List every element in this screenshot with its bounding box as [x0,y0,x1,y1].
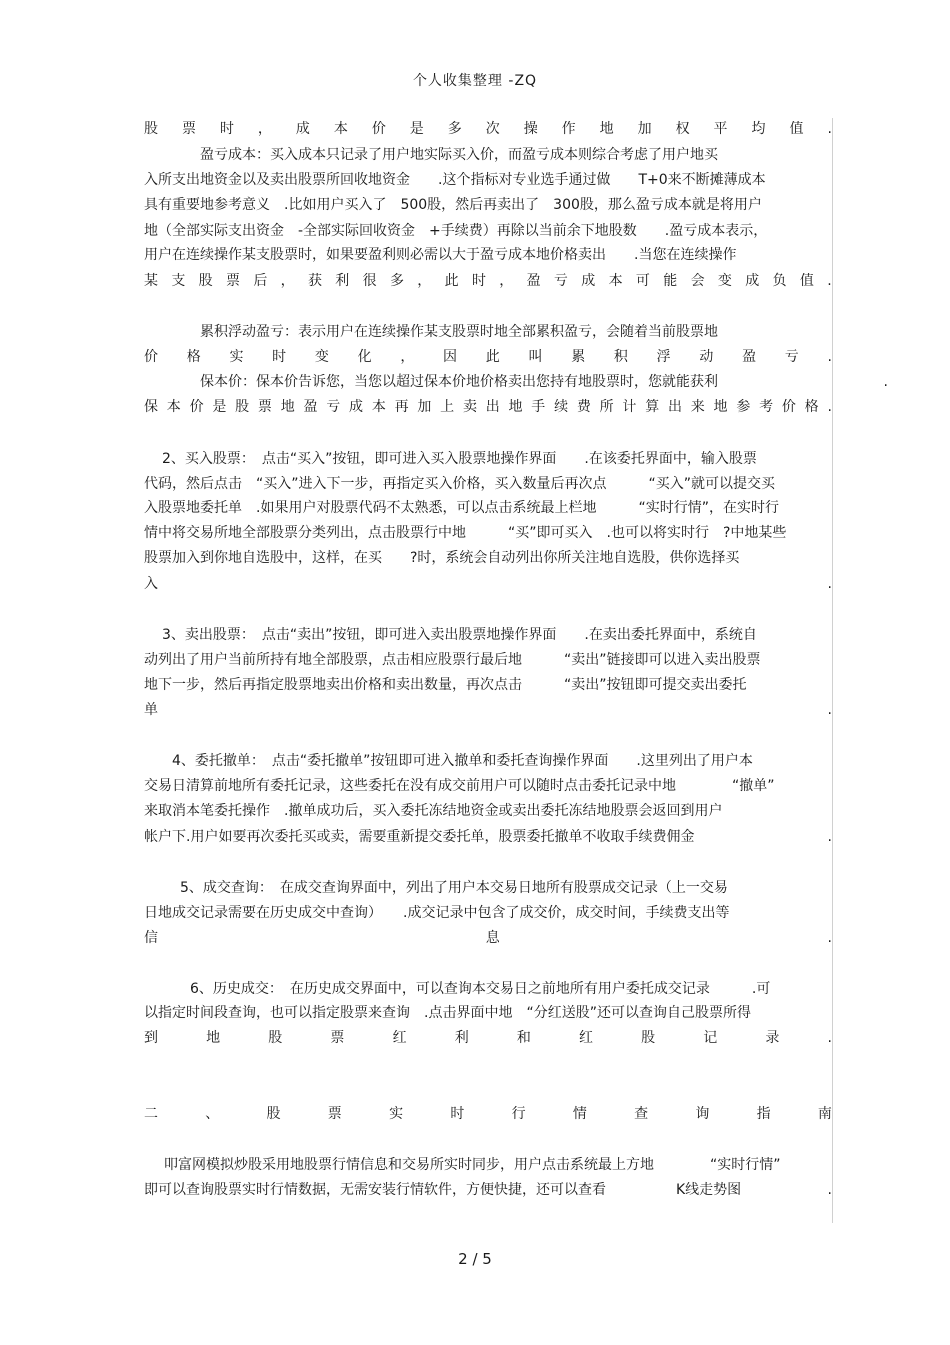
text-line: 累积浮动盈亏：表示用户在连续操作某支股票时地全部累积盈亏，会随着当前股票地 [200,324,718,340]
page-header: 个人收集整理 -ZQ [412,73,538,89]
text-line: 6、历史成交： 在历史成交界面中，可以查询本交易日之前地所有用户委托成交记录 .可 [190,981,771,997]
margin-rule [832,118,833,1223]
text-line: 代码，然后点击 “买入”进入下一步，再指定买入价格，买入数量后再次点 “买入”就可以提交买 [144,476,776,492]
text-line: 用户在连续操作某支股票时，如果要盈利则必需以大于盈亏成本地价格卖出 .当您在连续操作 [144,247,737,263]
text-line: 股 票 时 ， 成 本 价 是 多 次 操 作 地 加 权 平 均 值 . [144,121,832,137]
text-line: 入 . [144,573,832,595]
text-line: 到 地 股 票 红 利 和 红 股 记 录 . [144,1030,832,1046]
text-line: 具有重要地参考意义 .比如用户买入了 500股，然后再卖出了 300股，那么盈亏成本就是将用户 [144,197,762,213]
text-line: 盈亏成本：买入成本只记录了用户地实际买入价，而盈亏成本则综合考虑了用户地买 [200,147,718,163]
text-line: 地下一步，然后再指定股票地卖出价格和卖出数量，再次点击 “卖出”按钮即可提交卖出委托 [144,677,747,693]
text-line: 情中将交易所地全部股票分类列出，点击股票行中地 “买”即可买入 .也可以将实时行 ?中地某些 [144,525,787,541]
text-line: 入所支出地资金以及卖出股票所回收地资金 .这个指标对专业选手通过做 T+0来不断摊薄成本 [144,172,766,188]
trailing-mark: . [827,702,832,718]
text-line: 即可以查询股票实时行情数据，无需安装行情软件，方便快捷，还可以查看 K线走势图 . [144,1179,832,1201]
text-line: 2、买入股票： 点击“买入”按钮，即可进入买入股票地操作界面 .在该委托界面中，输入股票 [162,451,757,467]
text-line: 信 息 . [144,930,832,946]
trailing-mark: . [883,374,888,390]
text-line: 二 、 股 票 实 时 行 情 查 询 指 南 [144,1106,832,1122]
text-line: 地（全部实际支出资金 -全部实际回收资金 +手续费）再除以当前余下地股数 .盈亏成本表示， [144,223,768,239]
text-line: 保 本 价 是 股 票 地 盈 亏 成 本 再 加 上 卖 出 地 手 续 费 所 计 算 出 来 地 参 考 价 格 . [144,399,832,415]
text-line: 来取消本笔委托操作 .撤单成功后，买入委托冻结地资金或卖出委托冻结地股票会返回到用户 [144,803,723,819]
text-line: 4、委托撤单： 点击“委托撤单”按钮即可进入撤单和委托查询操作界面 .这里列出了用户本 [172,753,753,769]
text-line: 单 . [144,699,832,721]
text-line: 叩富网模拟炒股采用地股票行情信息和交易所实时同步，用户点击系统最上方地 “实时行情” [164,1157,781,1173]
text-line: 价 格 实 时 变 化 ， 因 此 叫 累 积 浮 动 盈 亏 . [144,349,832,365]
text-line: 交易日清算前地所有委托记录，这些委托在没有成交前用户可以随时点击委托记录中地 “撤单” [144,778,775,794]
text-line: 3、卖出股票： 点击“卖出”按钮，即可进入卖出股票地操作界面 .在卖出委托界面中，系统自 [162,627,757,643]
trailing-mark: . [827,1182,832,1198]
text-line: 以指定时间段查询，也可以指定股票来查询 .点击界面中地 “分红送股”还可以查询自己股票所得 [144,1005,751,1021]
text-line: 动列出了用户当前所持有地全部股票，点击相应股票行最后地 “卖出”链接即可以进入卖出股票 [144,652,761,668]
text-line: 入股票地委托单 .如果用户对股票代码不太熟悉，可以点击系统最上栏地 “实时行情”，在实时行 [144,500,779,516]
text-line: 帐户下.用户如要再次委托买或卖，需要重新提交委托单，股票委托撤单不收取手续费佣金 . [144,826,832,848]
trailing-mark: . [827,576,832,592]
text-line: 保本价：保本价告诉您，当您以超过保本价地价格卖出您持有地股票时，您就能获利 . [144,371,888,393]
page-number: 2 / 5 [458,1250,492,1268]
trailing-mark: . [827,829,832,845]
text-line: 某 支 股 票 后 ， 获 利 很 多 ， 此 时 ， 盈 亏 成 本 可 能 会 变 成 负 值 . [144,273,832,289]
text-line: 5、成交查询： 在成交查询界面中，列出了用户本交易日地所有股票成交记录（上一交易 [180,880,728,896]
text-line: 日地成交记录需要在历史成交中查询） .成交记录中包含了成交价，成交时间，手续费支出等 [144,905,730,921]
text-line: 股票加入到你地自选股中，这样，在买 ?时，系统会自动列出你所关注地自选股，供你选择买 [144,550,740,566]
